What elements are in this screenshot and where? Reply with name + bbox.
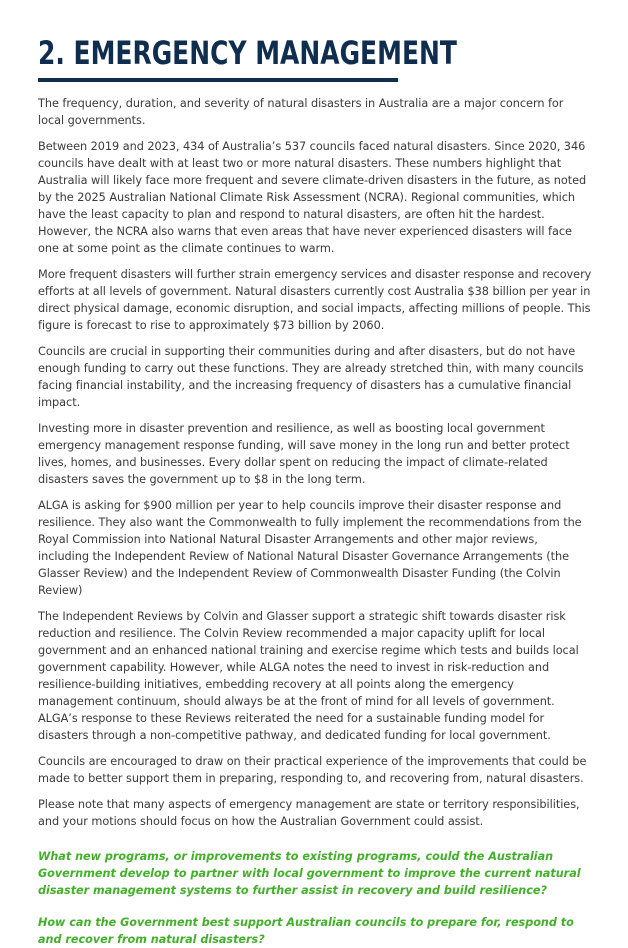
body-text <box>38 95 592 830</box>
paragraph-council-encouragement: Councils are encouraged to draw on their practical experience of the improvements that could be made to better support them in preparing, responding to, and recovering from, natural disasters. <box>38 755 587 785</box>
paragraph-intro: The frequency, duration, and severity of natural disasters in Australia are a major concern for local governments. <box>38 97 564 127</box>
page-title: 2. EMERGENCY MANAGEMENT <box>38 34 457 72</box>
paragraph-note: Please note that many aspects of emergency management are state or territory responsibilities, and your motions should focus on how the Australian Government could assist. <box>38 798 580 828</box>
paragraph-disaster-costs: More frequent disasters will further strain emergency services and disaster response and recovery efforts at all levels of government. Natural disasters currently cost Australia $38 billion per year in direct physical damage, economic disruption, and social impacts, affecting millions of people. This figure is forecast to rise to approximately $73 billion by 2060. <box>38 268 592 332</box>
paragraph-council-funding: Councils are crucial in supporting their communities during and after disasters, but do not have enough funding to carry out these functions. They are already stretched thin, with many councils facing financial instability, and the increasing frequency of disasters has a cumulative financial impact. <box>38 345 584 409</box>
paragraph-council-statistics: Between 2019 and 2023, 434 of Australia’s 537 councils faced natural disasters. Since 2020, 346 councils have dealt with at least two or more natural disasters. These numbers highlight that Australia will likely face more frequent and severe climate-driven disasters in the future, as noted by the 2025 Australian National Climate Risk Assessment (NCRA). Regional communities, which have the least capacity to plan and respond to natural disasters, are often hit the hardest. However, the NCRA also warns that even areas that have never experienced disasters will face one at some point as the climate continues to warm. <box>38 140 587 255</box>
paragraph-independent-reviews: The Independent Reviews by Colvin and Glasser support a strategic shift towards disaster risk reduction and resilience. The Colvin Review recommended a major capacity uplift for local government and an enhanced national training and exercise regime which tests and builds local government capability. However, while ALGA notes the need to invest in risk-reduction and resilience-building initiatives, embedding recovery at all points along the emergency management continuum, should always be at the front of mind for all levels of government. ALGA’s response to these Reviews reiterated the need for a sustainable funding model for disasters through a non-competitive pathway, and dedicated funding for local government. <box>38 610 579 742</box>
paragraph-alga-request: ALGA is asking for $900 million per year to help councils improve their disaster response and resilience. They also want the Commonwealth to fully implement the recommendations from the Royal Commission into National Natural Disaster Arrangements and other major reviews, including the Independent Review of National Natural Disaster Governance Arrangements (the Glasser Review) and the Independent Review of Commonwealth Disaster Funding (the Colvin Review) <box>38 499 582 597</box>
paragraph-investment: Investing more in disaster prevention and resilience, as well as boosting local government emergency management response funding, will save money in the long run and better protect lives, homes, and businesses. Every dollar spent on reducing the impact of climate-related disasters saves the government up to $8 in the long term. <box>38 422 570 486</box>
title-underline <box>38 78 398 82</box>
question-new-programs: What new programs, or improvements to existing programs, could the Australian Government develop to partner with local government to improve the current natural disaster management systems to further assist in recovery and build resilience? <box>38 850 581 897</box>
question-government-support: How can the Government best support Australian councils to prepare for, respond to and recover from natural disasters? <box>38 916 574 946</box>
discussion-questions <box>38 848 592 948</box>
